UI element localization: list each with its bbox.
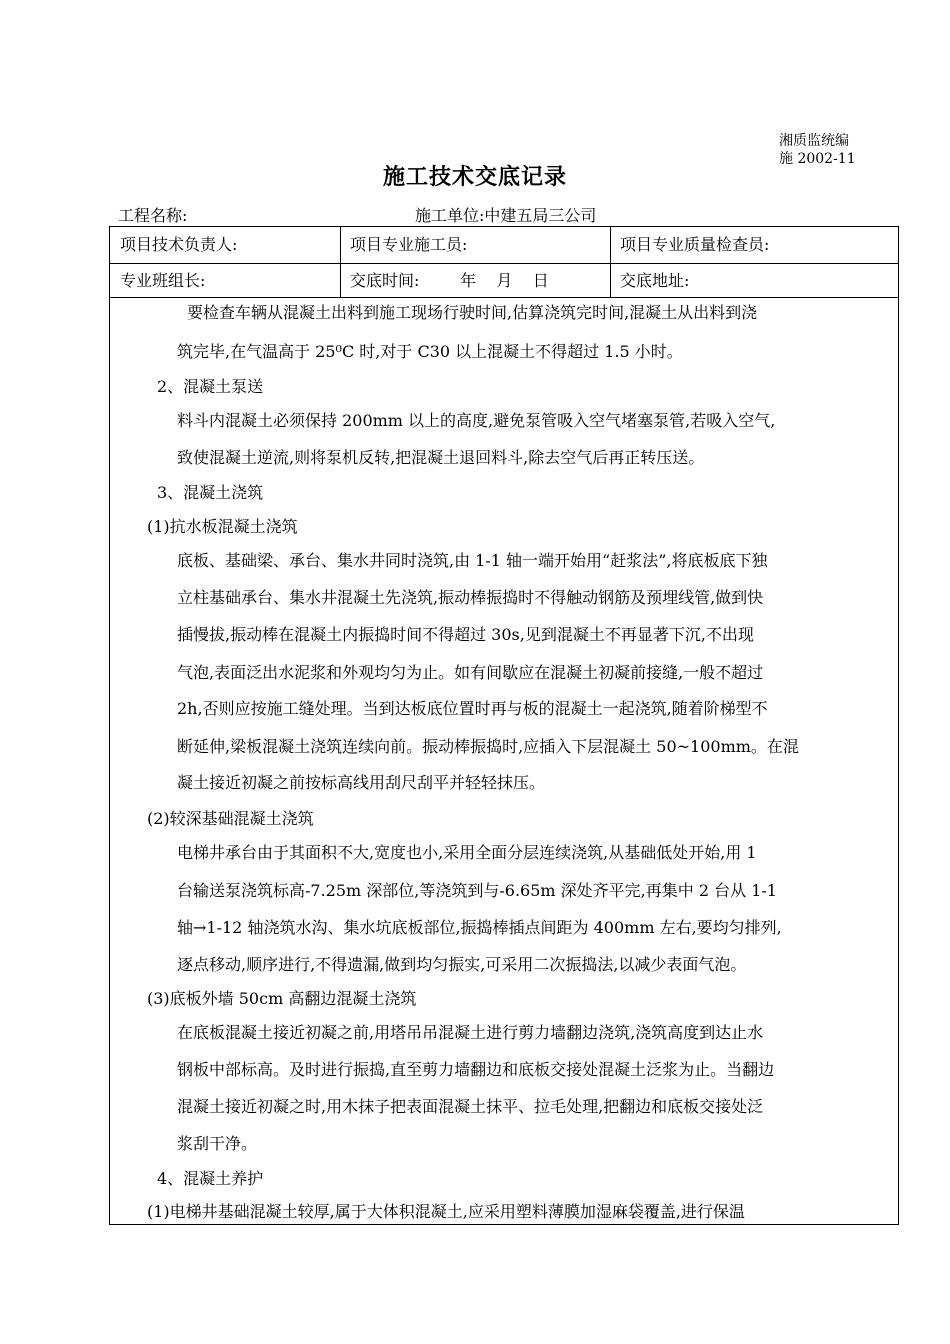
content-line: 断延伸,梁板混凝土浇筑连续向前。振动棒振捣时,应插入下层混凝土 50~100mm。在混 bbox=[177, 737, 799, 756]
quality-inspector-label: 项目专业质量检查员: bbox=[620, 235, 770, 254]
record-table bbox=[109, 226, 899, 1225]
content-line: 电梯井承台由于其面积不大,宽度也小,采用全面分层连续浇筑,从基础低处开始,用 1 bbox=[177, 843, 757, 862]
section-heading: 4、混凝土养护 bbox=[157, 1169, 264, 1188]
content-line: 凝土接近初凝之前按标高线用刮尺刮平并轻轻抹压。 bbox=[177, 773, 546, 792]
content-line: 立柱基础承台、集水井混凝土先浇筑,振动棒振捣时不得触动钢筋及预埋线管,做到快 bbox=[177, 588, 764, 607]
content-line: 台输送泵浇筑标高-7.25m 深部位,等浇筑到与-6.65m 深处齐平完,再集中 2 台从 1-1 bbox=[177, 881, 777, 900]
row-divider-2 bbox=[110, 297, 898, 298]
content-line: 要检查车辆从混凝土出料到施工现场行驶时间,估算浇筑完时间,混凝土从出料到浇 bbox=[187, 303, 758, 322]
briefing-date-label: 交底时间: 年 月 日 bbox=[350, 271, 549, 290]
column-divider-2 bbox=[610, 227, 611, 297]
content-line: 插慢拔,振动棒在混凝土内振捣时间不得超过 30s,见到混凝土不再显著下沉,不出现 bbox=[177, 625, 754, 644]
section-heading: 3、混凝土浇筑 bbox=[157, 483, 264, 502]
subsection-heading: (3)底板外墙 50cm 高翻边混凝土浇筑 bbox=[147, 989, 417, 1008]
content-line: 钢板中部标高。及时进行振捣,直至剪力墙翻边和底板交接处混凝土泛浆为止。当翻边 bbox=[177, 1060, 775, 1079]
row-divider-1 bbox=[110, 263, 898, 264]
subsection-heading: (1)抗水板混凝土浇筑 bbox=[147, 517, 298, 536]
content-line: 逐点移动,顺序进行,不得遗漏,做到均匀振实,可采用二次振捣法,以减少表面气泡。 bbox=[177, 955, 747, 974]
content-line: 致使混凝土逆流,则将泵机反转,把混凝土退回料斗,除去空气后再正转压送。 bbox=[177, 448, 705, 467]
briefing-address-label: 交底地址: bbox=[620, 271, 690, 290]
content-line: 底板、基础梁、承台、集水井同时浇筑,由 1-1 轴一端开始用“赶浆法”,将底板底下独 bbox=[177, 551, 768, 570]
content-line: 浆刮干净。 bbox=[177, 1134, 258, 1153]
section-heading: 2、混凝土泵送 bbox=[157, 377, 264, 396]
tech-lead-label: 项目技术负责人: bbox=[120, 235, 238, 254]
subsection-heading: (2)较深基础混凝土浇筑 bbox=[147, 809, 314, 828]
contractor-label: 施工单位:中建五局三公司 bbox=[415, 206, 597, 225]
document-title: 施工技术交底记录 bbox=[382, 164, 567, 190]
content-line: 筑完毕,在气温高于 25⁰C 时,对于 C30 以上混凝土不得超过 1.5 小时。 bbox=[177, 342, 683, 361]
content-line: 轴→1-12 轴浇筑水沟、集水坑底板部位,振捣棒插点间距为 400mm 左右,要均匀排列, bbox=[177, 918, 782, 937]
construction-officer-label: 项目专业施工员: bbox=[350, 235, 468, 254]
content-line: 气泡,表面泛出水泥浆和外观均匀为止。如有间歇应在混凝土初凝前接缝,一般不超过 bbox=[177, 663, 764, 682]
content-line: 料斗内混凝土必须保持 200mm 以上的高度,避免泵管吸入空气堵塞泵管,若吸入空气, bbox=[177, 411, 776, 430]
column-divider-1 bbox=[340, 227, 341, 297]
content-line: 混凝土接近初凝之时,用木抹子把表面混凝土抹平、拉毛处理,把翻边和底板交接处泛 bbox=[177, 1097, 764, 1116]
content-line: 在底板混凝土接近初凝之前,用塔吊吊混凝土进行剪力墙翻边浇筑,浇筑高度到达止水 bbox=[177, 1023, 764, 1042]
project-name-label: 工程名称: bbox=[118, 206, 188, 225]
team-leader-label: 专业班组长: bbox=[120, 271, 206, 290]
content-line: 2h,否则应按施工缝处理。当到达板底位置时再与板的混凝土一起浇筑,随着阶梯型不 bbox=[177, 699, 768, 718]
document-code-line-2: 施 2002-11 bbox=[779, 151, 856, 167]
document-code-line-1: 湘质监统编 bbox=[779, 133, 849, 149]
content-line: (1)电梯井基础混凝土较厚,属于大体积混凝土,应采用塑料薄膜加湿麻袋覆盖,进行保温 bbox=[147, 1202, 745, 1221]
